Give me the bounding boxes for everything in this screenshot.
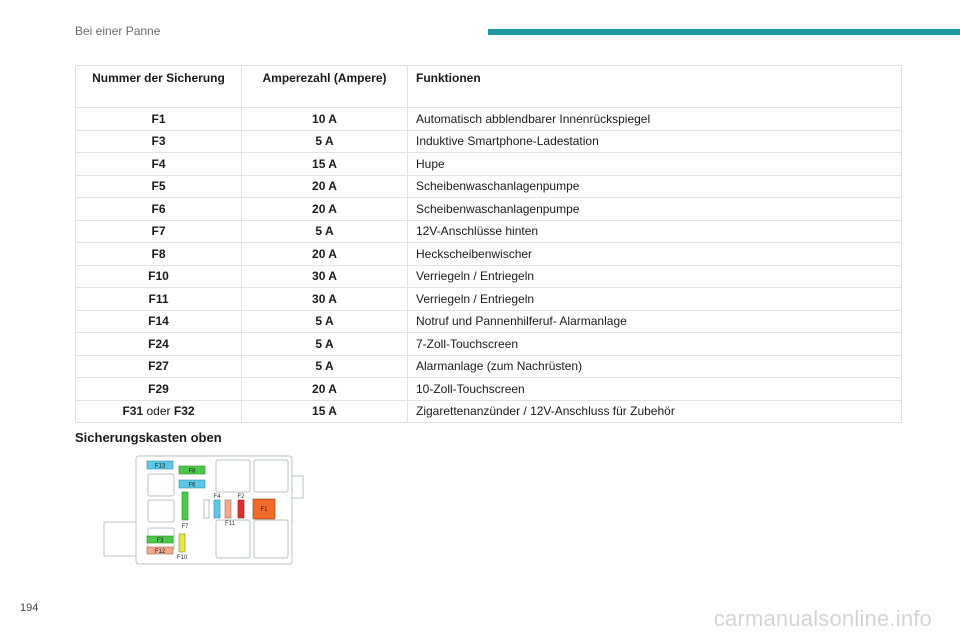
function-cell: 10-Zoll-Touchscreen bbox=[408, 378, 902, 401]
table-row bbox=[76, 355, 902, 378]
fuse-label-f10: F10 bbox=[176, 555, 188, 561]
header-accent-bar bbox=[488, 29, 960, 35]
table-row bbox=[76, 198, 902, 221]
table-row bbox=[76, 153, 902, 176]
fuse-number-cell: F11 bbox=[76, 288, 242, 311]
amperage-cell: 20 A bbox=[242, 198, 408, 221]
fuse-number-cell: F14 bbox=[76, 310, 242, 333]
function-cell: Verriegeln / Entriegeln bbox=[408, 288, 902, 311]
amperage-cell: 30 A bbox=[242, 288, 408, 311]
fuse-f10-icon bbox=[179, 534, 185, 552]
table-row bbox=[76, 333, 902, 356]
fuse-f11-icon bbox=[225, 500, 231, 518]
column-header-fuse-number: Nummer der Sicherung bbox=[76, 66, 242, 108]
slot bbox=[148, 500, 174, 522]
table-row bbox=[76, 108, 902, 131]
amperage-cell: 30 A bbox=[242, 265, 408, 288]
fuse-label-f4: F4 bbox=[213, 494, 221, 500]
fuse-f7-icon bbox=[182, 492, 188, 520]
fuse-number-cell bbox=[76, 400, 242, 423]
amperage-cell: 5 A bbox=[242, 355, 408, 378]
amperage-cell: 15 A bbox=[242, 153, 408, 176]
function-cell: Heckscheibenwischer bbox=[408, 243, 902, 266]
amperage-cell: 20 A bbox=[242, 378, 408, 401]
function-cell: Verriegeln / Entriegeln bbox=[408, 265, 902, 288]
fuse-number-b: F32 bbox=[173, 404, 195, 419]
fuse-number-cell: F27 bbox=[76, 355, 242, 378]
slot bbox=[254, 460, 288, 492]
fuse-label-f7: F7 bbox=[181, 524, 189, 530]
table-row bbox=[76, 243, 902, 266]
function-cell: Alarmanlage (zum Nachrüsten) bbox=[408, 355, 902, 378]
function-cell: Scheibenwaschanlagenpumpe bbox=[408, 175, 902, 198]
table-row bbox=[76, 265, 902, 288]
column-header-amperage: Amperezahl (Ampere) bbox=[242, 66, 408, 108]
function-cell: Zigarettenanzünder / 12V-Anschluss für Zubehör bbox=[408, 400, 902, 423]
amperage-cell: 5 A bbox=[242, 130, 408, 153]
amperage-cell: 15 A bbox=[242, 400, 408, 423]
amperage-cell: 5 A bbox=[242, 220, 408, 243]
fuse-number-cell: F1 bbox=[76, 108, 242, 131]
fuse-number-cell: F24 bbox=[76, 333, 242, 356]
function-cell: Automatisch abblendbarer Innenrückspiegel bbox=[408, 108, 902, 131]
or-word: oder bbox=[146, 404, 171, 419]
table-row bbox=[76, 288, 902, 311]
page-header-title: Bei einer Panne bbox=[75, 24, 161, 38]
table-row bbox=[76, 175, 902, 198]
fuse-number-cell: F8 bbox=[76, 243, 242, 266]
fuse-label-f3: F3 bbox=[156, 537, 164, 544]
table-row bbox=[76, 310, 902, 333]
fuse-label-f8: F8 bbox=[188, 468, 196, 475]
fuse-label-f2: F2 bbox=[237, 494, 245, 500]
amperage-cell: 5 A bbox=[242, 333, 408, 356]
fuse-label-f12: F12 bbox=[154, 548, 166, 555]
page-number: 194 bbox=[20, 602, 39, 614]
fuse-table bbox=[75, 65, 902, 423]
table-row bbox=[76, 378, 902, 401]
slot bbox=[204, 500, 209, 518]
fuse-label-f11: F11 bbox=[225, 521, 235, 527]
function-cell: 7-Zoll-Touchscreen bbox=[408, 333, 902, 356]
watermark: carmanualsonline.info bbox=[713, 606, 932, 631]
amperage-cell: 20 A bbox=[242, 243, 408, 266]
fuse-number-a: F31 bbox=[122, 404, 144, 419]
amperage-cell: 5 A bbox=[242, 310, 408, 333]
fuse-number-cell: F10 bbox=[76, 265, 242, 288]
function-cell: Notruf und Pannenhilferuf- Alarmanlage bbox=[408, 310, 902, 333]
section-heading: Sicherungskasten oben bbox=[75, 430, 222, 445]
fuse-label-f6: F6 bbox=[188, 482, 196, 489]
fuse-label-f13: F13 bbox=[154, 463, 166, 470]
fuse-number-cell: F29 bbox=[76, 378, 242, 401]
amperage-cell: 10 A bbox=[242, 108, 408, 131]
slot bbox=[254, 520, 288, 558]
function-cell: Hupe bbox=[408, 153, 902, 176]
fuse-f2-icon bbox=[238, 500, 244, 518]
amperage-cell: 20 A bbox=[242, 175, 408, 198]
table-header-row bbox=[76, 66, 902, 108]
function-cell: 12V-Anschlüsse hinten bbox=[408, 220, 902, 243]
fuse-number-cell: F4 bbox=[76, 153, 242, 176]
fuse-box-diagram bbox=[100, 452, 310, 572]
fuse-number-cell: F3 bbox=[76, 130, 242, 153]
slot bbox=[216, 460, 250, 492]
fuse-number-cell: F5 bbox=[76, 175, 242, 198]
slot bbox=[148, 474, 174, 496]
table-row bbox=[76, 400, 902, 423]
fuse-number-cell: F6 bbox=[76, 198, 242, 221]
function-cell: Scheibenwaschanlagenpumpe bbox=[408, 198, 902, 221]
fuse-number-cell: F7 bbox=[76, 220, 242, 243]
left-tab bbox=[104, 522, 136, 556]
column-header-functions: Funktionen bbox=[408, 66, 902, 108]
right-tab bbox=[292, 476, 303, 498]
table-row bbox=[76, 220, 902, 243]
function-cell: Induktive Smartphone-Ladestation bbox=[408, 130, 902, 153]
table-row bbox=[76, 130, 902, 153]
fuse-f4-icon bbox=[214, 500, 220, 518]
fuse-label-f1: F1 bbox=[260, 507, 268, 513]
